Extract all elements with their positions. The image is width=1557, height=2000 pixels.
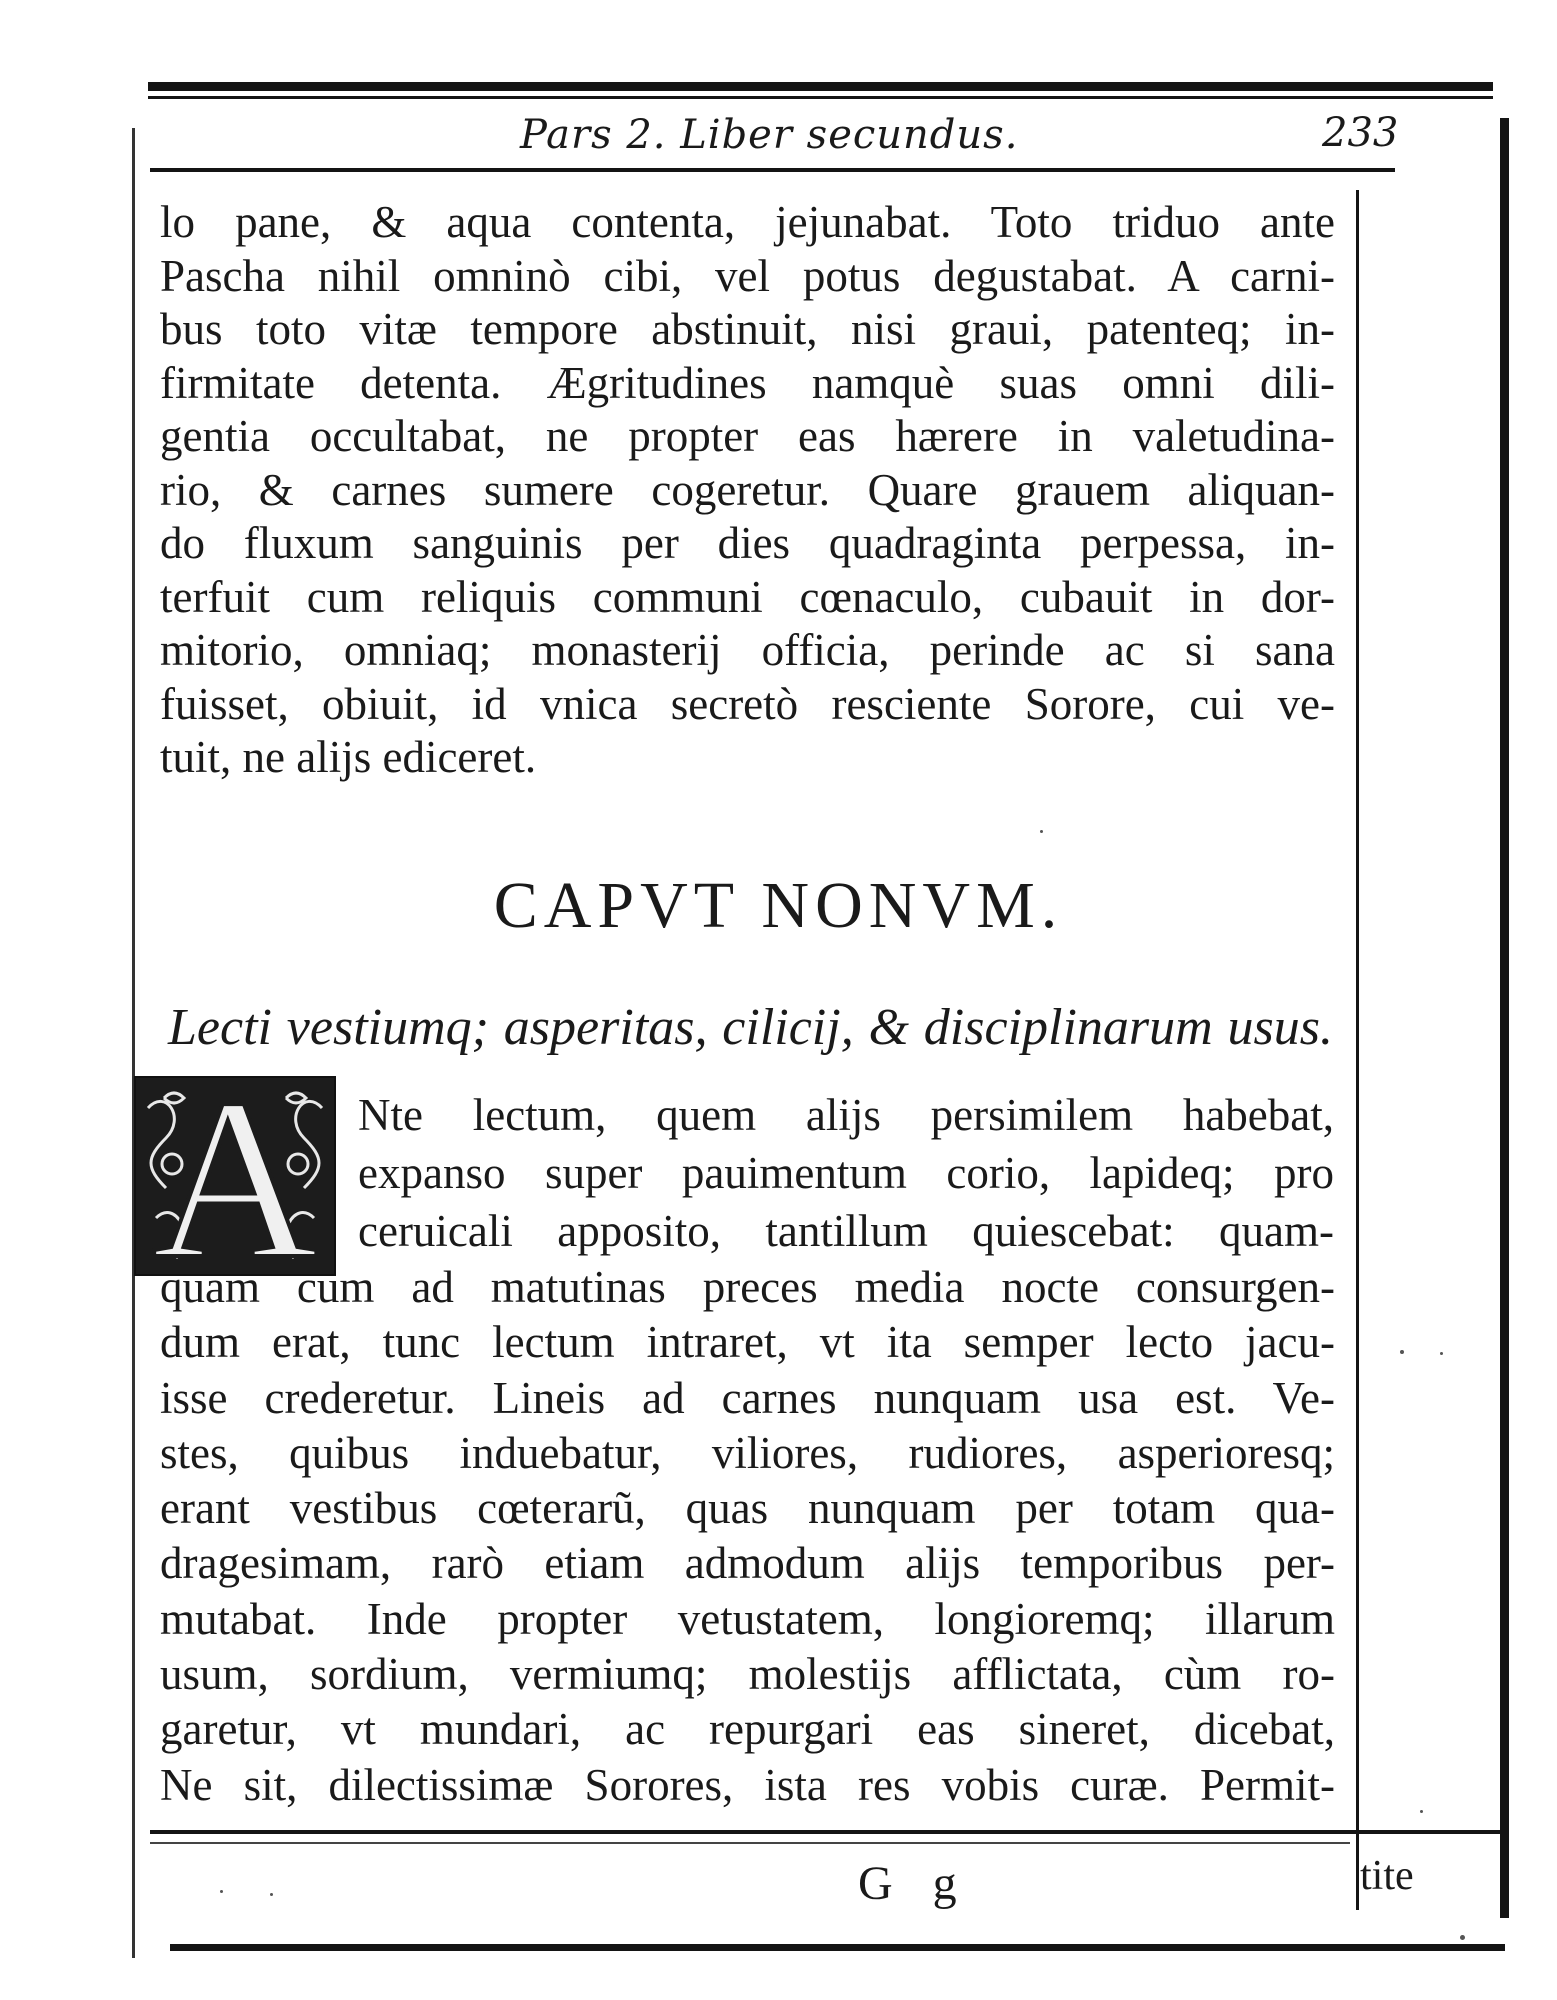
bottom-border-rule [170, 1944, 1505, 1951]
text-line: mutabat. Inde propter vetustatem, longioremq; illarum [160, 1593, 1335, 1644]
text-line: do fluxum sanguinis per dies quadraginta perpessa, in- [160, 518, 1335, 568]
text-line: terfuit cum reliquis communi cœnaculo, cubauit in dor- [160, 571, 1335, 622]
text-line: garetur, vt mundari, ac repurgari eas sineret, dicebat, [160, 1704, 1335, 1755]
chapter-title: CAPVT NONVM. [493, 869, 1064, 942]
chapter-subtitle: Lecti vestiumq; asperitas, cilicij, & disciplinarum usus. [168, 999, 1333, 1056]
right-inner-border-rule [1356, 190, 1359, 1910]
text-line-last: tuit, ne alijs ediceret. [160, 732, 537, 782]
initial-letter: A [151, 1076, 319, 1276]
text-line: lo pane, & aqua contenta, jejunabat. Toto triduo ante [160, 197, 1335, 247]
decorated-initial [134, 1076, 336, 1276]
running-head: Pars 2. Liber secundus. [520, 112, 1019, 158]
left-border-rule [132, 128, 135, 1958]
text-line: stes, quibus induebatur, viliores, rudiores, asperioresq; [160, 1427, 1335, 1478]
ink-speck [270, 1893, 273, 1896]
text-line: bus toto vitæ tempore abstinuit, nisi graui, patenteq; in- [160, 304, 1335, 354]
right-outer-border-rule [1500, 118, 1509, 1918]
text-line: rio, & carnes sumere cogeretur. Quare grauem aliquan- [160, 464, 1335, 515]
signature-mark: G g [858, 1857, 971, 1910]
text-line: usum, sordium, vermiumq; molestijs afflictata, cùm ro- [160, 1649, 1335, 1700]
top-border-inner-rule [148, 96, 1493, 99]
ink-speck [1040, 830, 1043, 833]
text-line: Ne sit, dilectissimæ Sorores, ista res vobis curæ. Permit- [160, 1759, 1335, 1810]
paragraph-2-indented-lines [358, 1086, 1334, 1260]
catchword: tite [1360, 1853, 1414, 1899]
text-line: Nte lectum, quem alijs persimilem habebat, [358, 1090, 1334, 1140]
text-line: expanso super pauimentum corio, lapideq; pro [358, 1148, 1334, 1198]
text-line: Pascha nihil omninò cibi, vel potus degustabat. A carni- [160, 250, 1335, 301]
text-line: fuisset, obiuit, id vnica secretò resciente Sorore, cui ve- [160, 678, 1335, 729]
text-line: isse crederetur. Lineis ad carnes nunquam usa est. Ve- [160, 1372, 1335, 1423]
paragraph-2 [160, 1260, 1335, 1813]
text-line: gentia occultabat, ne propter eas hærere in valetudina- [160, 411, 1335, 461]
ink-speck [1460, 1935, 1465, 1940]
text-line: dum erat, tunc lectum intraret, vt ita semper lecto jacu- [160, 1317, 1335, 1368]
text-line: ceruicali apposito, tantillum quiescebat: quam- [358, 1206, 1334, 1256]
header-rule [150, 168, 1395, 172]
ink-speck [1440, 1352, 1443, 1355]
text-line: mitorio, omniaq; monasterij officia, perinde ac si sana [160, 625, 1335, 675]
footer-rule [150, 1830, 1500, 1834]
paragraph-1 [160, 196, 1335, 785]
text-line: dragesimam, rarò etiam admodum alijs temporibus per- [160, 1538, 1335, 1589]
top-border-rule [148, 82, 1493, 91]
text-line: erant vestibus cœterarũ, quas nunquam per totam qua- [160, 1483, 1335, 1534]
page-number: 233 [1322, 110, 1399, 156]
text-line: quam cum ad matutinas preces media nocte consurgen- [160, 1262, 1335, 1312]
text-line: firmitate detenta. Ægritudines namquè suas omni dili- [160, 357, 1335, 408]
ink-speck [1420, 1810, 1423, 1813]
ink-speck [1400, 1350, 1404, 1354]
ink-speck [220, 1890, 223, 1893]
footer-thin-rule [150, 1842, 1350, 1844]
